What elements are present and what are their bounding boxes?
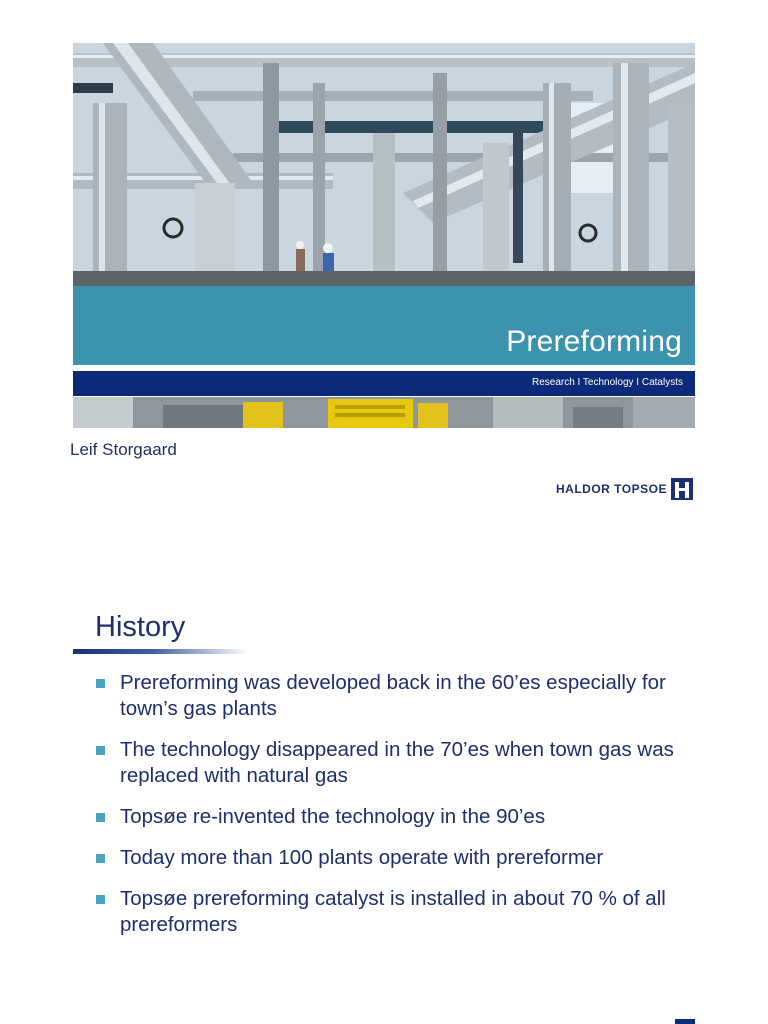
tagline: Research I Technology I Catalysts — [531, 377, 683, 388]
title-underline — [73, 649, 248, 654]
pipes-illustration — [73, 43, 695, 286]
corner-logo-fragment — [675, 1019, 695, 1024]
industrial-pipes-photo — [73, 43, 695, 286]
square-bullet-icon — [96, 813, 105, 822]
tagline-band — [73, 371, 695, 396]
author-name: Leif Storgaard — [70, 440, 177, 459]
bullet-text: The technology disappeared in the 70’es when town gas was replaced with natural gas — [120, 738, 674, 787]
logo-wordmark: HALDOR TOPSOE — [556, 482, 667, 496]
bullet-item — [96, 845, 676, 871]
company-logo — [556, 478, 693, 500]
bullet-text: Today more than 100 plants operate with prereformer — [120, 846, 604, 869]
bullet-item — [96, 886, 676, 938]
square-bullet-icon — [96, 746, 105, 755]
slide-title: History — [95, 611, 186, 643]
bullet-text: Prereforming was developed back in the 60’es especially for town’s gas plants — [120, 671, 666, 720]
bullet-text: Topsøe re-invented the technology in the 90’es — [120, 805, 546, 828]
bullet-item — [96, 804, 676, 830]
bullet-item — [96, 670, 676, 722]
presentation-title: Prereforming — [506, 325, 682, 358]
machinery-photo-strip — [73, 397, 695, 428]
bullet-list — [96, 670, 676, 953]
square-bullet-icon — [96, 895, 105, 904]
square-bullet-icon — [96, 854, 105, 863]
h-logo-icon — [671, 478, 693, 500]
square-bullet-icon — [96, 679, 105, 688]
bullet-text: Topsøe prereforming catalyst is installed in about 70 % of all prereformers — [120, 887, 666, 936]
bullet-item — [96, 737, 676, 789]
title-band — [73, 286, 695, 365]
machinery-illustration — [73, 397, 695, 428]
